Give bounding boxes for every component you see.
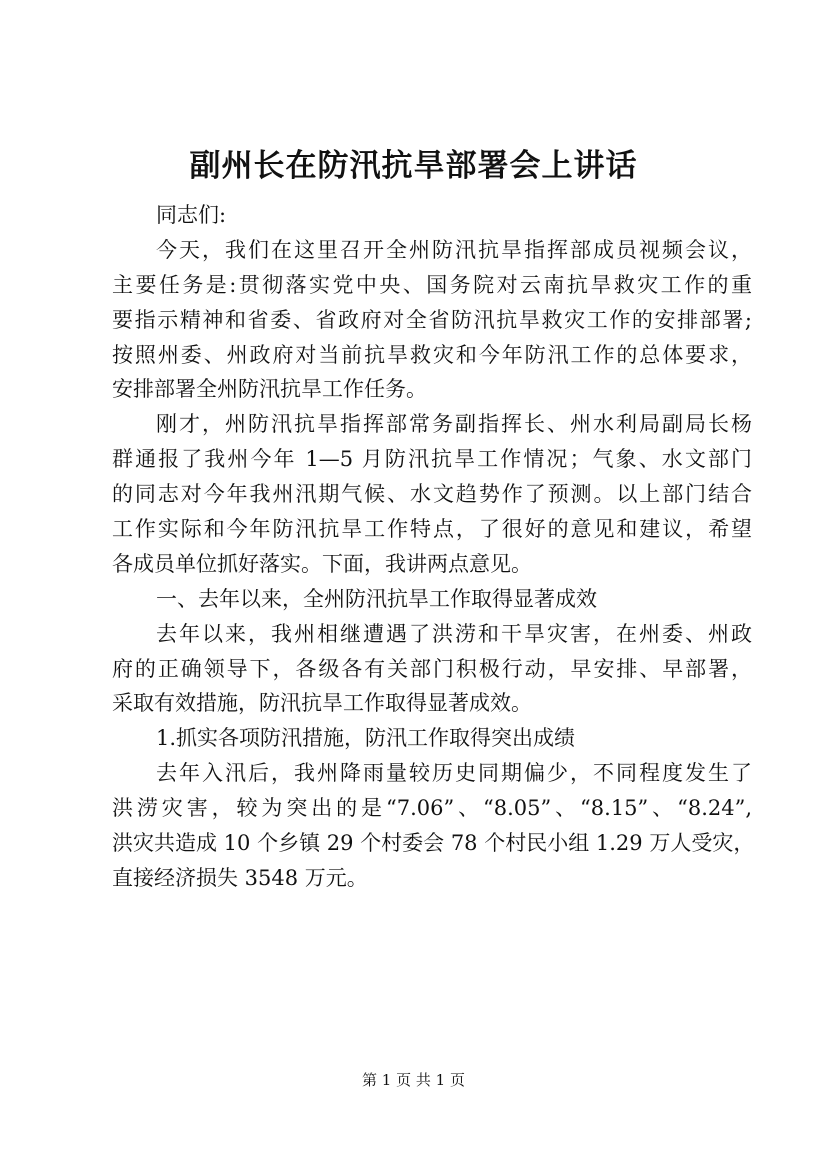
body-line: 直接经济损失 3548 万元。 (112, 865, 368, 890)
section-heading-line: 一、去年以来，全州防汛抗旱工作取得显著成效 (156, 586, 597, 611)
body-line: 各成员单位抓好落实。下面，我讲两点意见。 (112, 551, 532, 576)
page-footer: 第 1 页 共 1 页 (362, 1071, 465, 1089)
body-line: 今天，我们在这里召开全州防汛抗旱指挥部成员视频会议， (156, 237, 752, 262)
body-line: 洪灾共造成 10 个乡镇 29 个村委会 78 个村民小组 1.29 万人受灾， (112, 831, 755, 856)
body-line: 去年以来，我州相继遭遇了洪涝和干旱灾害，在州委、州政 (156, 621, 752, 646)
body-line: 主要任务是:贯彻落实党中央、国务院对云南抗旱救灾工作的重 (112, 272, 752, 297)
document-title: 副州长在防汛抗旱部署会上讲话 (189, 148, 638, 184)
body-line: 群通报了我州今年 1—5 月防汛抗旱工作情况；气象、水文部门 (112, 447, 752, 472)
body-line: 按照州委、州政府对当前抗旱救灾和今年防汛工作的总体要求， (112, 342, 752, 367)
subsection-heading-line: 1.抓实各项防汛措施，防汛工作取得突出成绩 (156, 726, 576, 751)
document-body (112, 198, 755, 896)
body-line: 同志们: (156, 203, 227, 227)
body-line: 要指示精神和省委、省政府对全省防汛抗旱救灾工作的安排部署; (112, 307, 752, 332)
body-line: 安排部署全州防汛抗旱工作任务。 (112, 377, 427, 402)
body-line: 工作实际和今年防汛抗旱工作特点，了很好的意见和建议，希望 (112, 517, 752, 542)
body-line: 采取有效措施，防汛抗旱工作取得显著成效。 (112, 691, 532, 716)
body-line: 刚才，州防汛抗旱指挥部常务副指挥长、州水利局副局长杨 (156, 412, 752, 437)
body-line: 府的正确领导下，各级各有关部门积极行动，早安排、早部署， (112, 656, 752, 681)
body-line: 去年入汛后，我州降雨量较历史同期偏少，不同程度发生了 (156, 761, 752, 786)
body-line: 洪涝灾害，较为突出的是“7.06”、“8.05”、“8.15”、“8.24”, (112, 796, 752, 821)
body-line: 的同志对今年我州汛期气候、水文趋势作了预测。以上部门结合 (112, 482, 752, 507)
